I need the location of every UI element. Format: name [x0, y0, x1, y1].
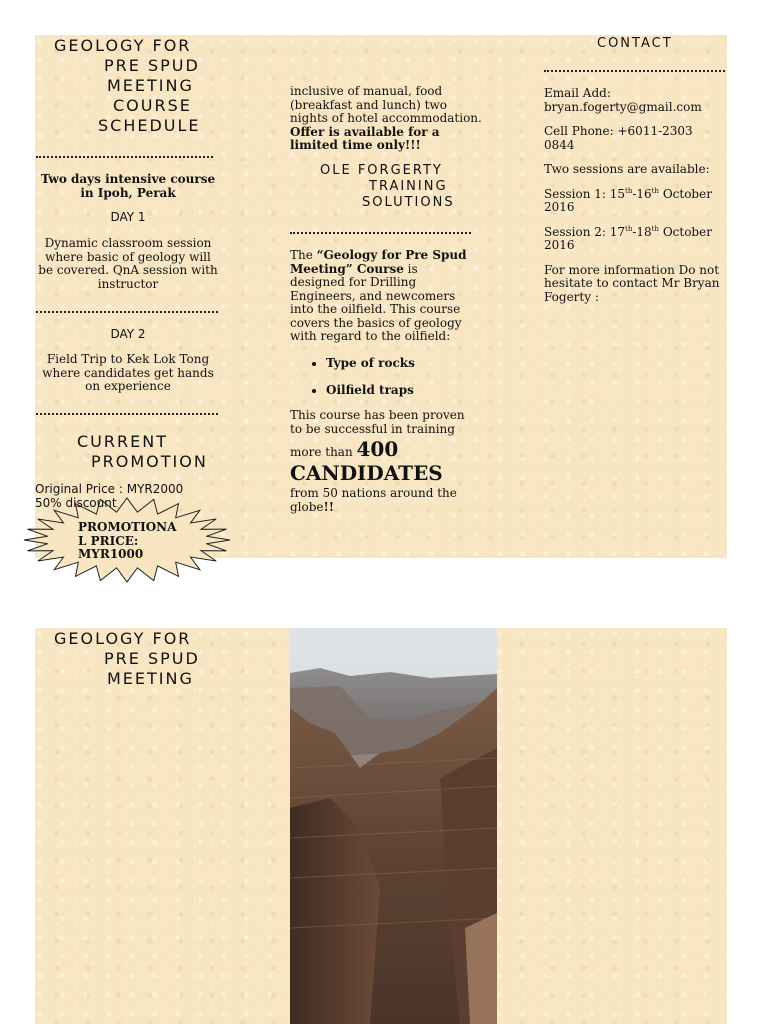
title-line: GEOLOGY FOR	[54, 36, 192, 55]
ordinal-suffix: th	[651, 224, 659, 233]
offer-line: (breakfast and lunch) two	[290, 97, 447, 112]
session-2-prefix: Session 2: 17	[544, 224, 626, 239]
divider	[36, 311, 218, 313]
session-2	[544, 226, 726, 253]
company-line: OLE FORGERTY	[320, 163, 443, 178]
promotion-heading-line: PROMOTION	[91, 452, 208, 471]
session-2-suffix: October 2016	[544, 224, 712, 252]
contact-heading: CONTACT	[597, 36, 673, 51]
course-schedule-title	[35, 36, 225, 136]
course-intro-suffix: is designed for Drilling Engineers, and newcomers into the oilfield. This course covers the basics of geology with regard to the oilfield:	[290, 261, 462, 343]
session-1-suffix: October 2016	[544, 186, 712, 214]
ordinal-suffix: th	[625, 186, 633, 195]
title-line: PRE SPUD	[104, 56, 200, 75]
course-intro: Two days intensive course in Ipoh, Perak	[40, 172, 216, 200]
cover-title-line: GEOLOGY FOR	[54, 629, 192, 648]
cover-title-line: MEETING	[107, 669, 194, 688]
day1-description: Dynamic classroom session where basic of geology will be covered. QnA session with instructor	[38, 236, 218, 291]
list-item: • Type of rocks	[326, 356, 511, 370]
day1-label: DAY 1	[110, 210, 146, 224]
topics-list	[290, 356, 511, 410]
phone-number: Cell Phone: +6011-2303 0844	[544, 124, 693, 152]
email-address[interactable]: bryan.fogerty@gmail.com	[544, 99, 702, 114]
offer-text	[290, 85, 490, 153]
cover-title	[35, 629, 225, 689]
title-line: COURSE	[113, 96, 192, 115]
day2-description: Field Trip to Kek Lok Tong where candidates get hands on experience	[42, 352, 214, 393]
more-than-text: more than	[290, 445, 357, 459]
course-description	[290, 249, 475, 344]
ordinal-suffix: th	[625, 224, 633, 233]
divider	[544, 70, 725, 72]
email-label: Email Add:	[544, 86, 611, 100]
offer-line: nights of hotel accommodation.	[290, 111, 482, 125]
promo-price-line: L PRICE:	[78, 533, 139, 548]
session-1	[544, 188, 726, 215]
divider	[36, 156, 213, 158]
nations-text	[290, 487, 465, 514]
promotion-heading	[35, 432, 225, 472]
discount-text: 50% discount	[35, 496, 117, 510]
candidate-count: 400	[356, 437, 399, 461]
candidates-line	[290, 437, 490, 461]
day2-label: DAY 2	[110, 327, 146, 341]
divider	[36, 413, 218, 415]
promo-price-line: MYR1000	[78, 547, 144, 561]
nations-exclaim: !!	[323, 499, 335, 514]
course-name: “Geology for Pre Spud Meeting” Course	[290, 248, 467, 276]
canyon-photo	[290, 628, 497, 1024]
promo-price-line: PROMOTIONA	[78, 520, 177, 534]
candidates-word: CANDIDATES	[290, 461, 443, 485]
offer-line: Offer is available for a	[290, 124, 440, 139]
session-2-mid: -18	[632, 224, 652, 239]
session-1-prefix: Session 1: 15	[544, 186, 626, 201]
course-intro-prefix: The	[290, 248, 317, 262]
session-1-mid: -16	[632, 186, 652, 201]
original-price: Original Price : MYR2000	[35, 482, 184, 496]
list-item: • Oilfield traps	[326, 383, 511, 397]
title-line: MEETING	[107, 76, 194, 95]
title-line: SCHEDULE	[98, 116, 201, 135]
sessions-intro: Two sessions are available:	[544, 162, 710, 176]
offer-line: inclusive of manual, food	[290, 84, 443, 98]
more-info: For more information Do not hesitate to contact Mr Bryan Fogerty :	[544, 262, 720, 304]
cover-title-line: PRE SPUD	[104, 649, 200, 668]
nations-body: from 50 nations around the globe	[290, 486, 457, 514]
company-line: TRAINING	[369, 179, 448, 194]
company-line: SOLUTIONS	[362, 195, 455, 210]
ordinal-suffix: th	[651, 186, 659, 195]
contact-details	[544, 87, 726, 304]
divider	[290, 232, 471, 234]
promotion-heading-line: CURRENT	[77, 432, 168, 451]
offer-line: limited time only!!!	[290, 138, 421, 152]
proven-text: This course has been proven to be successful in training	[290, 408, 465, 436]
promotional-price	[78, 521, 188, 562]
company-name	[290, 163, 470, 211]
